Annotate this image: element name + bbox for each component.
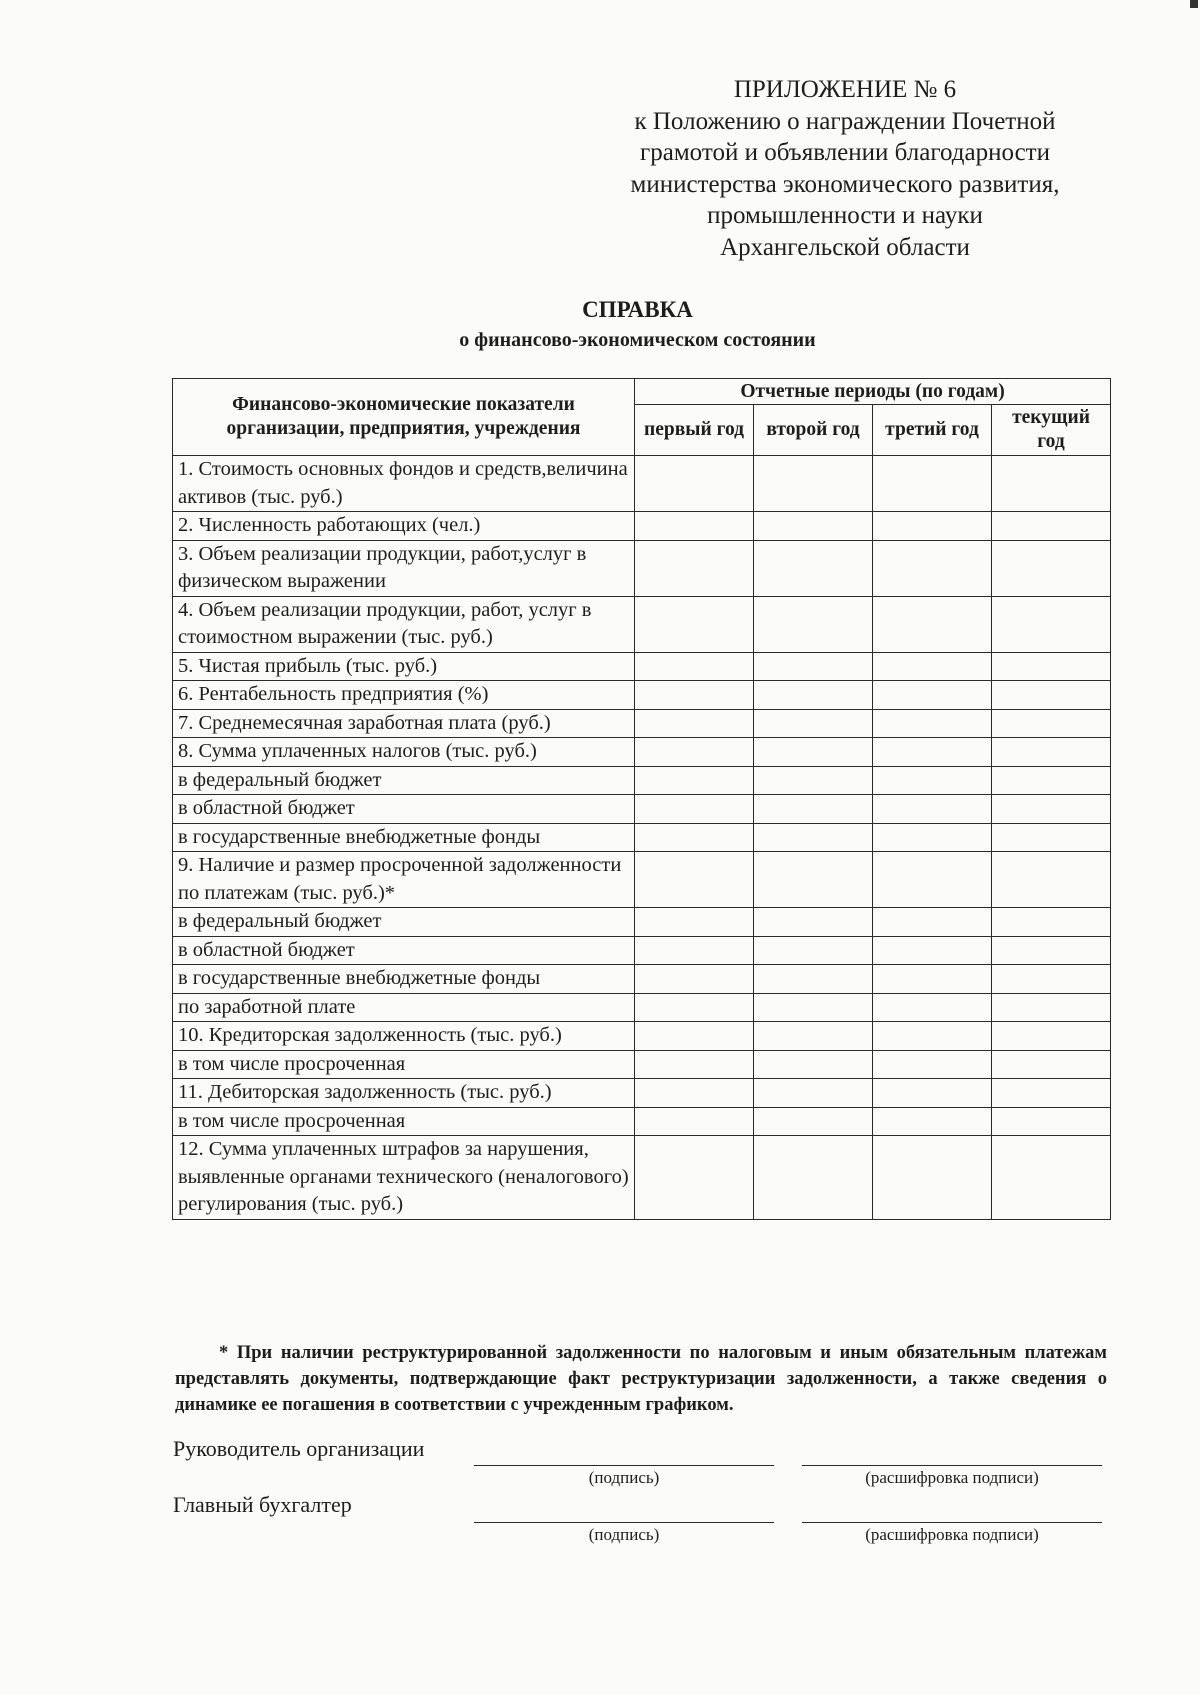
table-row — [173, 1079, 1111, 1108]
value-cell-second[interactable] — [754, 709, 873, 738]
period-header-first: первый год — [635, 405, 754, 456]
value-cell-second[interactable] — [754, 456, 873, 512]
table-row — [173, 795, 1111, 824]
value-cell-third[interactable] — [873, 681, 992, 710]
value-cell-third[interactable] — [873, 540, 992, 596]
scan-corner-mark — [1190, 0, 1198, 8]
head-name-line[interactable] — [802, 1465, 1102, 1466]
value-cell-first[interactable] — [635, 795, 754, 824]
value-cell-current[interactable] — [992, 1136, 1111, 1220]
value-cell-current[interactable] — [992, 1079, 1111, 1108]
value-cell-first[interactable] — [635, 908, 754, 937]
value-cell-first[interactable] — [635, 936, 754, 965]
indicator-label: 5. Чистая прибыль (тыс. руб.) — [173, 652, 635, 681]
value-cell-current[interactable] — [992, 540, 1111, 596]
appendix-line: к Положению о награждении Почетной — [634, 107, 1056, 135]
value-cell-first[interactable] — [635, 596, 754, 652]
value-cell-second[interactable] — [754, 993, 873, 1022]
value-cell-third[interactable] — [873, 965, 992, 994]
value-cell-third[interactable] — [873, 936, 992, 965]
value-cell-second[interactable] — [754, 1050, 873, 1079]
footnote: * При наличии реструктурированной задолженности по налоговым и иным обязательным платежам представлять документы, подтверждающие факт реструктуризации задолженности, а также сведения о динамике ее погашения в соответствии с учрежденным графиком. — [175, 1343, 1107, 1415]
appendix-line: грамотой и объявлении благодарности — [640, 139, 1050, 166]
table-row — [173, 512, 1111, 541]
table-row — [173, 1022, 1111, 1051]
value-cell-current[interactable] — [992, 936, 1111, 965]
value-cell-second[interactable] — [754, 823, 873, 852]
period-header-second: второй год — [754, 405, 873, 456]
indicator-label: 9. Наличие и размер просроченной задолженности по платежам (тыс. руб.)* — [173, 852, 635, 908]
value-cell-first[interactable] — [635, 766, 754, 795]
value-cell-current[interactable] — [992, 456, 1111, 512]
table-row — [173, 540, 1111, 596]
value-cell-second[interactable] — [754, 681, 873, 710]
indicator-label: 10. Кредиторская задолженность (тыс. руб.) — [173, 1022, 635, 1051]
value-cell-third[interactable] — [873, 908, 992, 937]
indicator-column-header: Финансово-экономические показатели организации, предприятия, учреждения — [173, 379, 635, 456]
appendix-line: Архангельской области — [720, 233, 970, 261]
value-cell-second[interactable] — [754, 936, 873, 965]
value-cell-third[interactable] — [873, 709, 992, 738]
indicator-label: в том числе просроченная — [173, 1107, 635, 1136]
value-cell-first[interactable] — [635, 1050, 754, 1079]
value-cell-first[interactable] — [635, 965, 754, 994]
value-cell-third[interactable] — [873, 823, 992, 852]
value-cell-first[interactable] — [635, 456, 754, 512]
value-cell-third[interactable] — [873, 795, 992, 824]
accountant-name-caption: (расшифровка подписи) — [865, 1525, 1039, 1544]
value-cell-second[interactable] — [754, 1136, 873, 1220]
value-cell-second[interactable] — [754, 1079, 873, 1108]
period-header-third: третий год — [873, 405, 992, 456]
table-row — [173, 456, 1111, 512]
value-cell-first[interactable] — [635, 823, 754, 852]
value-cell-third[interactable] — [873, 652, 992, 681]
value-cell-second[interactable] — [754, 852, 873, 908]
value-cell-third[interactable] — [873, 1022, 992, 1051]
head-name-caption: (расшифровка подписи) — [865, 1468, 1039, 1487]
indicator-label: 6. Рентабельность предприятия (%) — [173, 681, 635, 710]
value-cell-second[interactable] — [754, 965, 873, 994]
indicator-label: 11. Дебиторская задолженность (тыс. руб.) — [173, 1079, 635, 1108]
value-cell-third[interactable] — [873, 1136, 992, 1220]
value-cell-first[interactable] — [635, 512, 754, 541]
value-cell-third[interactable] — [873, 596, 992, 652]
indicator-label: в областной бюджет — [173, 936, 635, 965]
value-cell-second[interactable] — [754, 795, 873, 824]
appendix-number: ПРИЛОЖЕНИЕ № 6 — [733, 76, 957, 103]
indicator-label: 2. Численность работающих (чел.) — [173, 512, 635, 541]
value-cell-second[interactable] — [754, 512, 873, 541]
value-cell-second[interactable] — [754, 540, 873, 596]
value-cell-current[interactable] — [992, 1022, 1111, 1051]
table-row — [173, 1107, 1111, 1136]
value-cell-second[interactable] — [754, 1107, 873, 1136]
value-cell-first[interactable] — [635, 709, 754, 738]
value-cell-current[interactable] — [992, 795, 1111, 824]
table-row — [173, 1050, 1111, 1079]
periods-group-header: Отчетные периоды (по годам) — [635, 379, 1111, 405]
value-cell-first[interactable] — [635, 1079, 754, 1108]
value-cell-second[interactable] — [754, 652, 873, 681]
appendix-header — [560, 74, 1130, 263]
table-row — [173, 766, 1111, 795]
value-cell-third[interactable] — [873, 1107, 992, 1136]
value-cell-third[interactable] — [873, 456, 992, 512]
accountant-signature-caption: (подпись) — [588, 1525, 660, 1544]
value-cell-current[interactable] — [992, 652, 1111, 681]
value-cell-first[interactable] — [635, 652, 754, 681]
value-cell-current[interactable] — [992, 596, 1111, 652]
value-cell-current[interactable] — [992, 738, 1111, 767]
value-cell-second[interactable] — [754, 738, 873, 767]
value-cell-current[interactable] — [992, 823, 1111, 852]
value-cell-third[interactable] — [873, 738, 992, 767]
value-cell-first[interactable] — [635, 852, 754, 908]
indicator-label: по заработной плате — [173, 993, 635, 1022]
document-subtitle: о финансово-экономическом состоянии — [459, 329, 816, 351]
accountant-signature-line[interactable] — [474, 1522, 774, 1523]
value-cell-third[interactable] — [873, 852, 992, 908]
value-cell-current[interactable] — [992, 1107, 1111, 1136]
value-cell-second[interactable] — [754, 1022, 873, 1051]
value-cell-first[interactable] — [635, 1136, 754, 1220]
document-title: СПРАВКА — [582, 297, 693, 322]
value-cell-third[interactable] — [873, 1050, 992, 1079]
value-cell-current[interactable] — [992, 852, 1111, 908]
indicator-label: в областной бюджет — [173, 795, 635, 824]
table-row — [173, 681, 1111, 710]
table-row — [173, 1136, 1111, 1220]
value-cell-second[interactable] — [754, 766, 873, 795]
value-cell-third[interactable] — [873, 766, 992, 795]
table-row — [173, 965, 1111, 994]
financial-report-table — [172, 378, 1111, 1220]
indicator-label: в федеральный бюджет — [173, 908, 635, 937]
value-cell-second[interactable] — [754, 596, 873, 652]
table-row — [173, 823, 1111, 852]
value-cell-first[interactable] — [635, 738, 754, 767]
head-signature-line[interactable] — [474, 1465, 774, 1466]
value-cell-first[interactable] — [635, 681, 754, 710]
value-cell-first[interactable] — [635, 1022, 754, 1051]
value-cell-third[interactable] — [873, 512, 992, 541]
appendix-line: промышленности и науки — [707, 202, 983, 229]
head-signature-caption: (подпись) — [588, 1468, 660, 1487]
value-cell-current[interactable] — [992, 993, 1111, 1022]
value-cell-third[interactable] — [873, 1079, 992, 1108]
value-cell-current[interactable] — [992, 766, 1111, 795]
indicator-label: 3. Объем реализации продукции, работ,услуг в физическом выражении — [173, 540, 635, 596]
indicator-label: в государственные внебюджетные фонды — [173, 965, 635, 994]
value-cell-current[interactable] — [992, 1050, 1111, 1079]
indicator-label: 12. Сумма уплаченных штрафов за нарушения, выявленные органами технического (неналогового) регулирования (тыс. руб.) — [173, 1136, 635, 1220]
table-row — [173, 993, 1111, 1022]
table-row — [173, 908, 1111, 937]
indicator-label: 1. Стоимость основных фондов и средств,величина активов (тыс. руб.) — [173, 456, 635, 512]
accountant-signature-label: Главный бухгалтер — [173, 1492, 352, 1517]
appendix-line: министерства экономического развития, — [630, 170, 1060, 198]
value-cell-second[interactable] — [754, 908, 873, 937]
table-row — [173, 652, 1111, 681]
value-cell-current[interactable] — [992, 681, 1111, 710]
table-row — [173, 596, 1111, 652]
indicator-label: 7. Среднемесячная заработная плата (руб.) — [173, 709, 635, 738]
value-cell-first[interactable] — [635, 993, 754, 1022]
table-row — [173, 936, 1111, 965]
value-cell-current[interactable] — [992, 965, 1111, 994]
value-cell-current[interactable] — [992, 908, 1111, 937]
accountant-name-line[interactable] — [802, 1522, 1102, 1523]
indicator-label: в федеральный бюджет — [173, 766, 635, 795]
indicator-label: 4. Объем реализации продукции, работ, услуг в стоимостном выражении (тыс. руб.) — [173, 596, 635, 652]
report-table-body — [173, 456, 1111, 1220]
value-cell-current[interactable] — [992, 512, 1111, 541]
value-cell-first[interactable] — [635, 540, 754, 596]
table-row — [173, 738, 1111, 767]
indicator-label: в том числе просроченная — [173, 1050, 635, 1079]
table-row — [173, 709, 1111, 738]
value-cell-first[interactable] — [635, 1107, 754, 1136]
indicator-label: в государственные внебюджетные фонды — [173, 823, 635, 852]
value-cell-current[interactable] — [992, 709, 1111, 738]
period-header-current: текущий год — [992, 405, 1111, 456]
table-row — [173, 852, 1111, 908]
value-cell-third[interactable] — [873, 993, 992, 1022]
head-signature-label: Руководитель организации — [173, 1436, 425, 1461]
indicator-label: 8. Сумма уплаченных налогов (тыс. руб.) — [173, 738, 635, 767]
